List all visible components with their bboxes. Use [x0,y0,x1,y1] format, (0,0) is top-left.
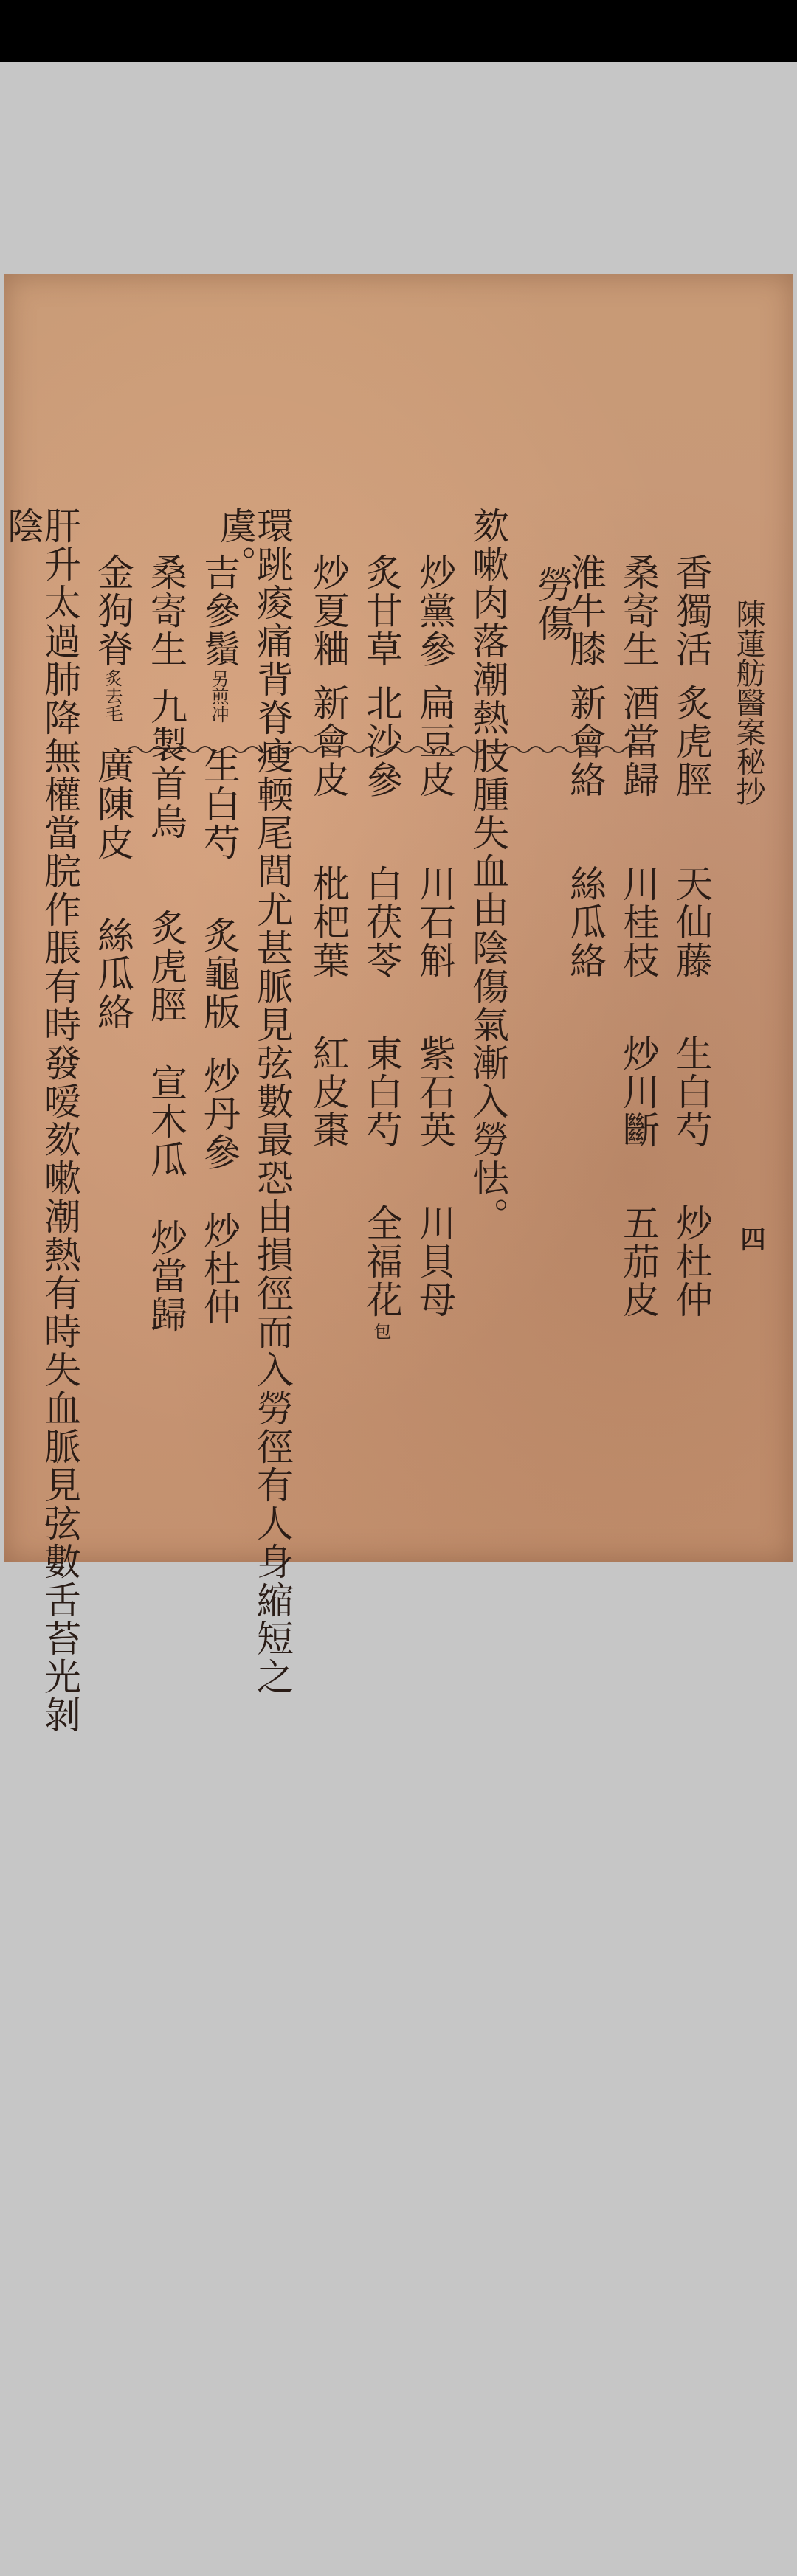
herb-川貝母: 川貝母 [413,1204,456,1319]
herb-炒杜仲: 炒杜仲 [670,1204,713,1319]
case-description-3: 肝升太過肺降無權當脘作脹有時發嗳欬嗽潮熱有時失血脈見弦數舌苔光剝陰 [1,507,81,1734]
herb-炒黨參: 炒黨參 [413,553,456,668]
herb-枇杷葉: 枇杷葉 [307,865,350,980]
herb-九製首烏: 九製首烏 [145,688,187,841]
herb-note-炙去毛: 炙去毛 [102,669,123,722]
herb-生白芍-2: 生白芍 [198,747,241,862]
herb-note-包: 包 [370,1322,391,1340]
herb-五茄皮: 五茄皮 [617,1204,660,1319]
herb-全福花: 全福花 [360,1204,403,1319]
herb-吉參鬚: 吉參鬚 [198,553,241,668]
herb-桑寄生-2: 桑寄生 [145,553,187,668]
herb-酒當歸: 酒當歸 [617,684,660,799]
herb-金狗脊: 金狗脊 [92,553,134,668]
herb-炒川斷: 炒川斷 [617,1034,660,1149]
case-description-1: 欬嗽肉落潮熱肢腫失血由陰傷氣漸入勞怯。 [466,507,509,1236]
herb-炙虎脛-2: 炙虎脛 [145,909,187,1024]
herb-炙龜版: 炙龜版 [198,916,241,1031]
herb-炒丹參: 炒丹參 [198,1056,241,1171]
herb-廣陳皮: 廣陳皮 [92,747,134,862]
herb-川桂枝: 川桂枝 [617,865,660,980]
herb-新會皮: 新會皮 [307,684,350,799]
herb-紅皮棗: 紅皮棗 [307,1034,350,1149]
herb-川石斛: 川石斛 [413,865,456,980]
herb-炒杜仲-2: 炒杜仲 [198,1211,241,1326]
herb-炙虎脛: 炙虎脛 [670,684,713,799]
herb-扁豆皮: 扁豆皮 [413,684,456,799]
herb-note-另煎冲: 另煎冲 [208,670,229,723]
herb-淮牛膝: 淮牛膝 [564,553,607,668]
herb-炒夏粬: 炒夏粬 [307,553,350,668]
herb-絲瓜絡-2: 絲瓜絡 [92,916,134,1031]
book-page [1,274,793,1734]
herb-紫石英: 紫石英 [413,1034,456,1149]
herb-宣木瓜: 宣木瓜 [145,1064,187,1179]
herb-新會絡: 新會絡 [564,684,607,799]
case-description-2: 環跳痠痛背脊瘦輭尾閭尤甚脈見弦數最恐由損徑而入勞徑有人身縮短之虞。 [214,507,294,1696]
page-number: 四 [736,1226,765,1251]
herb-香獨活: 香獨活 [670,553,713,668]
section-heading: 勞傷 [531,566,574,643]
herb-桑寄生: 桑寄生 [617,553,660,668]
herb-炙甘草: 炙甘草 [360,553,403,668]
herb-生白芍: 生白芍 [670,1034,713,1149]
herb-白茯苓: 白茯苓 [360,865,403,980]
herb-絲瓜絡: 絲瓜絡 [564,865,607,980]
herb-東白芍: 東白芍 [360,1034,403,1149]
herb-天仙藤: 天仙藤 [670,865,713,980]
herb-炒當歸: 炒當歸 [145,1219,187,1334]
top-status-bar [0,0,797,62]
book-title: 陳蓮舫醫案秘抄 [731,599,765,806]
herb-北沙參: 北沙參 [360,684,403,799]
